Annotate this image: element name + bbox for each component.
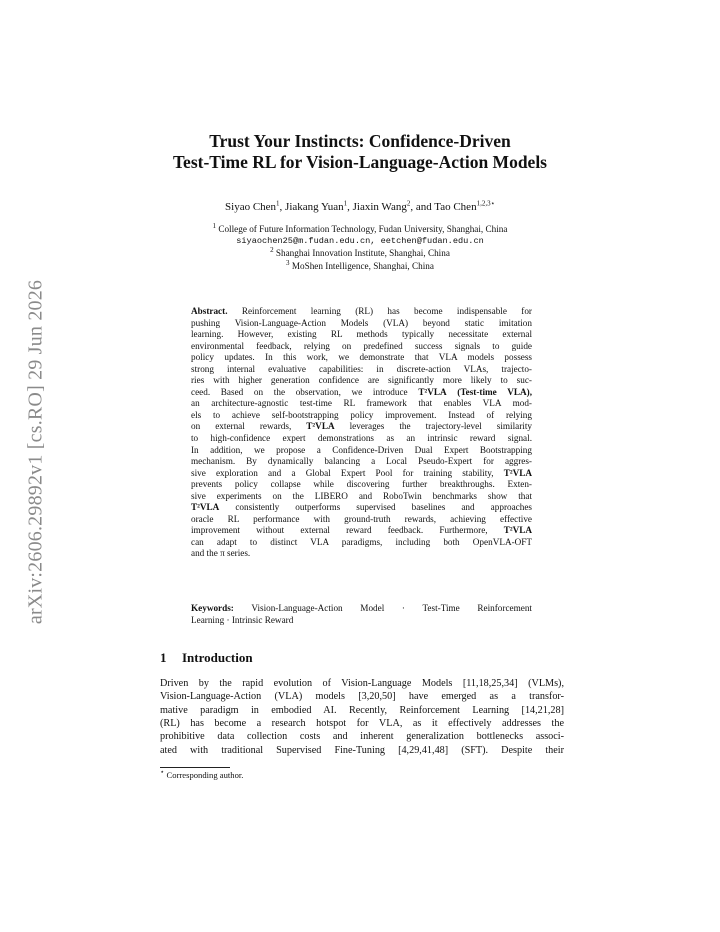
footnote-text: Corresponding author. (166, 770, 244, 780)
affiliations (100, 223, 620, 272)
body-line: (RL) has become a research hotspot for VLA, as it effectively addresses the (160, 718, 564, 730)
abstract-line: environmental feedback, relying on predefined success signals to guide (191, 340, 532, 351)
body-line: mative paradigm in embodied AI. Recently, Reinforcement Learning [14,21,28] (160, 704, 564, 716)
body-line: ated with traditional Supervised Fine-Tuning [4,29,41,48] (SFT). Despite their (160, 744, 564, 756)
author-name: Jiakang Yuan (285, 201, 344, 213)
method-name: T²VLA (191, 502, 220, 513)
abstract-line: Abstract. Reinforcement learning (RL) has become indispensable for (191, 306, 532, 316)
author-name: Siyao Chen (225, 201, 277, 213)
author-emails: siyaochen25@m.fudan.edu.cn, eetchen@fudan.edu.cn (236, 236, 484, 247)
footnote (160, 770, 243, 780)
abstract-line: can adapt to distinct VLA paradigms, including both OpenVLA-OFT (191, 536, 532, 547)
abstract-line: ries with higher generation confidence are significantly more likely to suc- (191, 375, 532, 386)
abstract-line: sive experiments on the LIBERO and RoboTwin benchmarks show that (191, 490, 532, 501)
author-affil-mark: 1 (276, 199, 280, 208)
abstract-line: and the π series. (191, 548, 251, 559)
paper-title (100, 131, 620, 173)
affiliation-1: $^1$ College of Future Information Technology, Fudan University, Shanghai, China (212, 221, 508, 234)
body-line: prohibitive data collection costs and inherent generalization bottlenecks associ- (160, 731, 564, 743)
title-line-2: Test-Time RL for Vision-Language-Action Models (172, 152, 547, 172)
author-affil-mark: 1,2,3⋆ (476, 199, 495, 208)
abstract-label: Abstract. (191, 306, 228, 316)
abstract-line: pushing Vision-Language-Action Models (VLA) beyond static imitation (191, 317, 532, 328)
method-full-name: (Test-time VLA), (457, 386, 533, 397)
footnote-rule (160, 767, 230, 768)
body-line: Driven by the rapid evolution of Vision-Language Models [11,18,25,34] (VLMs), (160, 678, 564, 689)
keywords-line: Learning · Intrinsic Reward (191, 615, 294, 625)
abstract-line: strong internal evaluative capabilities: in discrete-action VLAs, trajecto- (191, 363, 532, 374)
arxiv-identifier-text: arXiv:2606.29892v1 [cs.RO] 29 Jun 2026 (24, 279, 47, 625)
abstract-line: sive exploration and a Global Expert Pool for training stability, T²VLA (191, 467, 533, 478)
section-title: Introduction (182, 650, 253, 665)
affiliation-3: $^3$ MoShen Intelligence, Shanghai, China (286, 258, 434, 271)
author-affil-mark: 1 (343, 199, 348, 208)
abstract-line: learning. However, existing RL methods typically necessitate external (191, 329, 532, 340)
abstract-line: els to achieve self-bootstrapping policy improvement. Instead of relying (191, 409, 532, 420)
keywords-line: Keywords: Vision-Language-Action Model · Test-Time Reinforcement (191, 603, 532, 613)
abstract-line: oracle RL performance with ground-truth rewards, achieving effective (191, 513, 532, 524)
keywords-label: Keywords: (191, 603, 234, 613)
footnote-mark: ⋆ (160, 768, 165, 777)
abstract-line: ceed. Based on the observation, we introduce T²VLA (Test-time VLA), (191, 386, 533, 397)
keywords (191, 602, 532, 626)
method-name: T²VLA (503, 467, 533, 478)
abstract-line: to high-confidence expert demonstrations as an intrinsic reward signal. (191, 433, 532, 444)
abstract-line: T²VLA consistently outperforms supervised baselines and approaches (191, 502, 532, 513)
abstract-line: on external rewards, T²VLA leverages the trajectory-level similarity (191, 421, 532, 432)
abstract-line: prevents policy collapse while discovering further breakthroughs. Exten- (191, 479, 532, 490)
title-line-1: Trust Your Instincts: Confidence-Driven (209, 131, 511, 151)
introduction-body (160, 677, 564, 757)
abstract-line: policy updates. In this work, we demonstrate that VLA models possess (191, 352, 532, 363)
abstract-line: In addition, we propose a Confidence-Driven Dual Expert Bootstrapping (191, 444, 532, 455)
method-name: T²VLA (306, 421, 335, 432)
section-number: 1 (160, 650, 167, 665)
affiliation-2: $^2$ Shanghai Innovation Institute, Shanghai, China (270, 246, 450, 259)
arxiv-identifier (16, 262, 56, 642)
abstract-line: an architecture-agnostic test-time RL framework that enables VLA mod- (191, 398, 532, 409)
method-name: T²VLA (418, 386, 447, 397)
section-heading (160, 650, 253, 666)
author-list: Siyao Chen$^1$, Jiakang Yuan$^1$, Jiaxin Wang$^2$, and Tao Chen$^{1,2,3⋆}$ (225, 199, 495, 213)
author-affil-mark: 2 (406, 199, 411, 208)
method-name: T²VLA (503, 525, 533, 536)
abstract-line: mechanism. By dynamically balancing a Local Pseudo-Expert for aggres- (191, 456, 532, 467)
abstract-line: improvement without external reward feedback. Furthermore, T²VLA (191, 525, 533, 536)
author-name: Jiaxin Wang (352, 201, 407, 213)
body-line: Vision-Language-Action (VLA) models [3,20,50] have emerged as a transfor- (160, 691, 564, 703)
abstract (191, 306, 532, 560)
author-name: Tao Chen (434, 201, 477, 213)
